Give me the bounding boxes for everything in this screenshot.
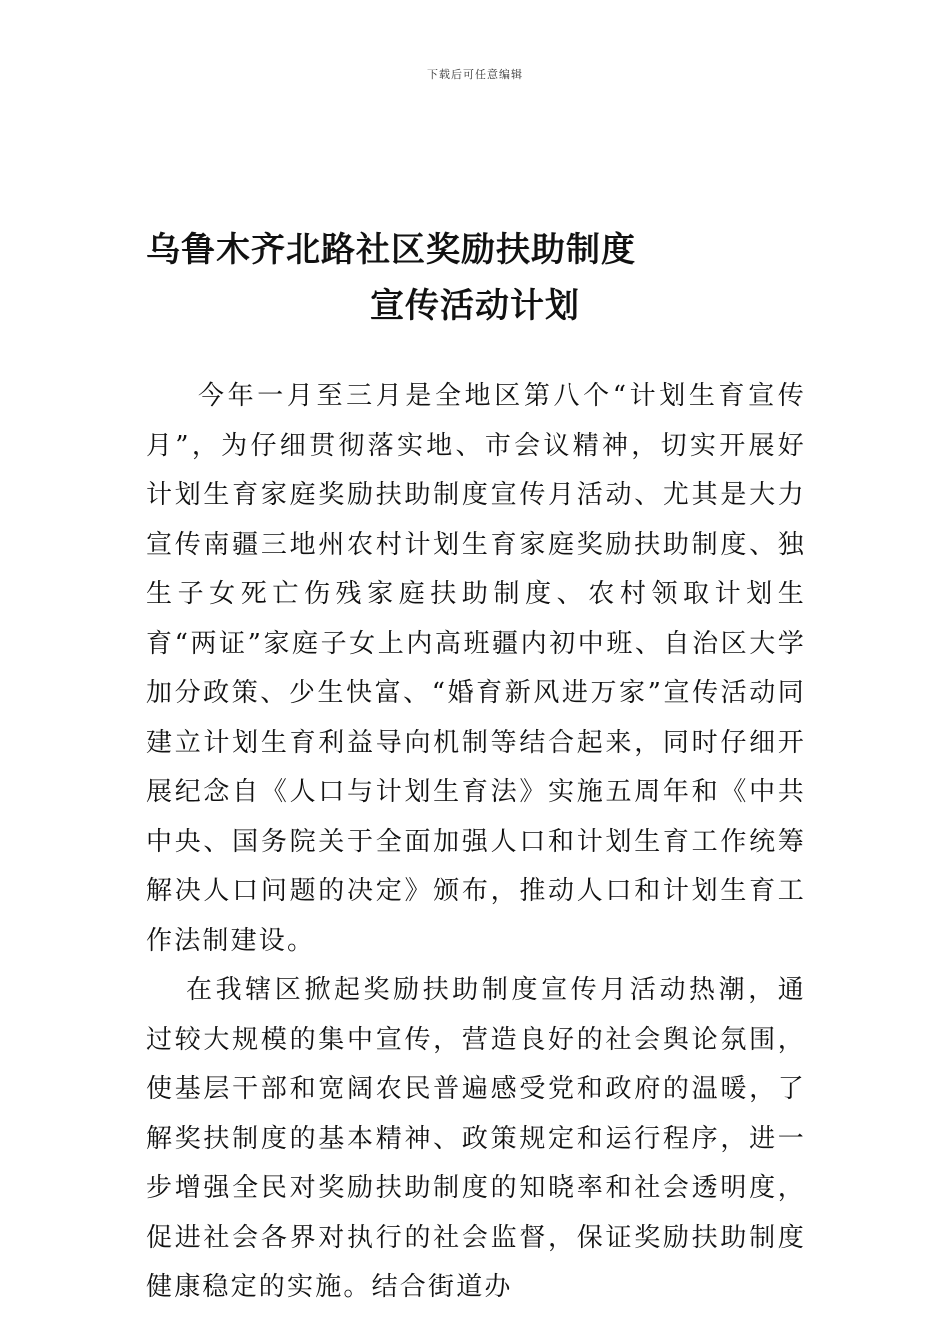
- paragraph-2: 在我辖区掀起奖励扶助制度宣传月活动热潮，通过较大规模的集中宣传，营造良好的社会舆论氛围，使基层干部和宽阔农民普遍感受党和政府的温暖，了解奖扶制度的基本精神、政策规定和运行程序，进一步增强全民对奖励扶助制度的知晓率和社会透明度，促进社会各界对执行的社会监督，保证奖励扶助制度健康稳定的实施。结合街道办: [146, 975, 806, 1302]
- document-body: [146, 372, 806, 1313]
- page-header-note: 下载后可任意编辑: [427, 68, 523, 81]
- paragraph-1: 今年一月至三月是全地区第八个“计划生育宣传月”，为仔细贯彻落实地、市会议精神，切实开展好计划生育家庭奖励扶助制度宣传月活动、尤其是大力宣传南疆三地州农村计划生育家庭奖励扶助制度、独生子女死亡伤残家庭扶助制度、农村领取计划生育“两证”家庭子女上内高班疆内初中班、自治区大学加分政策、少生快富、“婚育新风进万家”宣传活动同建立计划生育利益导向机制等结合起来，同时仔细开展纪念自《人口与计划生育法》实施五周年和《中共中央、国务院关于全面加强人口和计划生育工作统筹解决人口问题的决定》颁布，推动人口和计划生育工作法制建设。: [146, 381, 806, 956]
- title-line-2: 宣传活动计划: [370, 286, 580, 326]
- document-title: [146, 222, 806, 334]
- title-line-1: 乌鲁木齐北路社区奖励扶助制度: [146, 230, 636, 270]
